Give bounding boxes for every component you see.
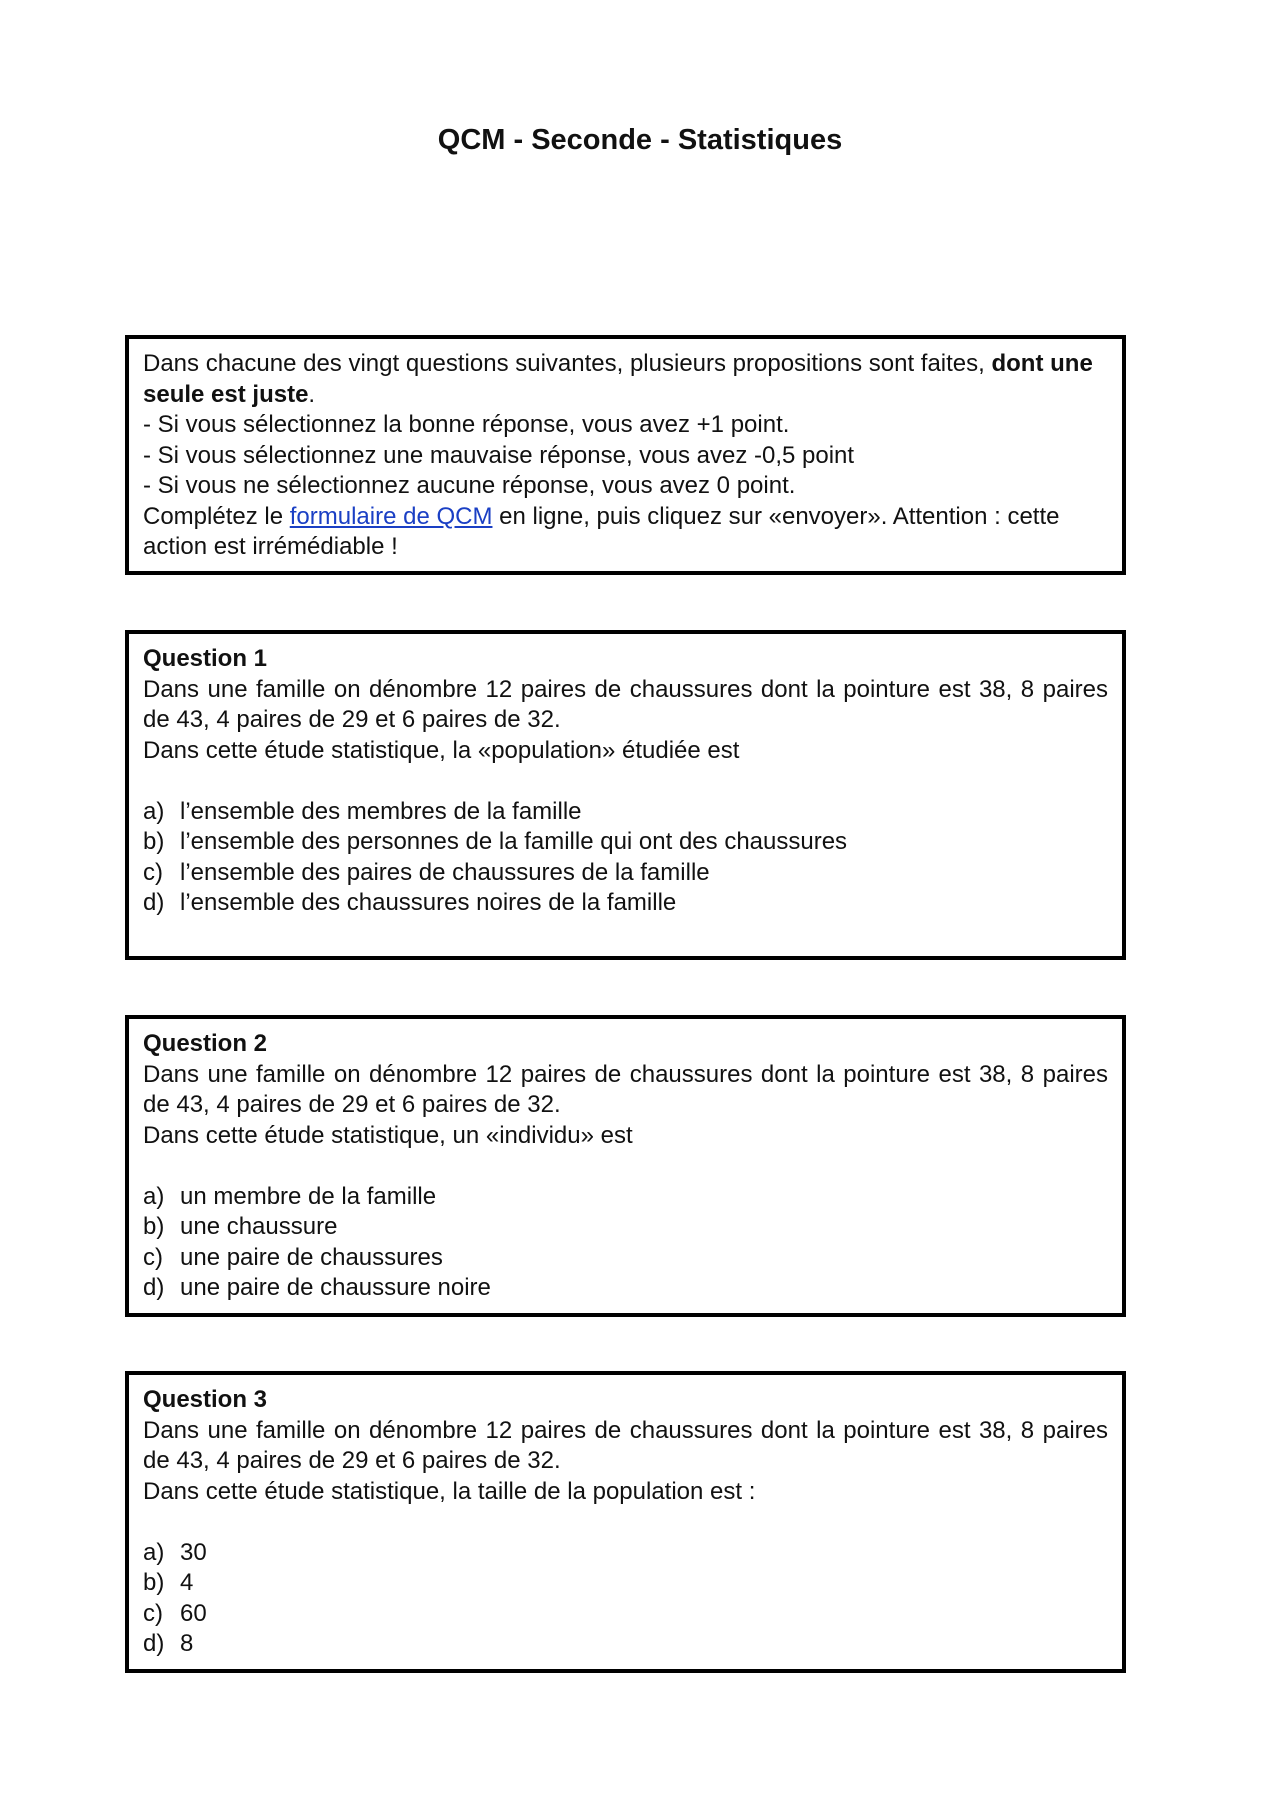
option-letter: c): [143, 858, 163, 886]
option-letter: b): [143, 1569, 165, 1596]
instructions-cta: [143, 502, 1108, 563]
cta-end: en ligne, puis cliquez sur «envoyer». Attention : cette action est irrémédiable !: [143, 502, 1060, 560]
page-title: QCM - Seconde - Statistiques: [437, 124, 843, 156]
option-letter: d): [143, 889, 165, 916]
option-b: [143, 1212, 1108, 1243]
rule-correct: - Si vous sélectionnez la bonne réponse, vous avez +1 point.: [143, 411, 790, 438]
option-letter: b): [143, 1213, 165, 1240]
rule-none: - Si vous ne sélectionnez aucune réponse, vous avez 0 point.: [143, 472, 796, 499]
question-3-box: [125, 1371, 1126, 1673]
option-b: [143, 827, 1108, 858]
option-d: [143, 888, 1108, 919]
qcm-form-link[interactable]: formulaire de QCM: [289, 502, 493, 530]
option-letter: b): [143, 828, 165, 855]
option-letter: a): [143, 1182, 165, 1210]
option-d: [143, 1273, 1108, 1304]
question-heading: Question 3: [143, 1386, 268, 1413]
option-letter: a): [143, 797, 165, 825]
option-a: [143, 1538, 1108, 1569]
option-a: [143, 797, 1108, 828]
option-text: l’ensemble des paires de chaussures de la famille: [180, 858, 710, 886]
option-text: 4: [180, 1569, 194, 1596]
option-d: [143, 1629, 1108, 1660]
cta-text: Complétez le: [143, 502, 290, 530]
question-2-box: [125, 1015, 1126, 1317]
intro-bold: dont une seule est juste: [143, 350, 1093, 408]
question-text: Dans une famille on dénombre 12 paires de chaussures dont la pointure est 38, 8 paires de 43, 4 paires de 29 et 6 paires de 32.: [143, 1416, 1108, 1474]
option-letter: c): [143, 1599, 163, 1627]
rule-wrong: - Si vous sélectionnez une mauvaise réponse, vous avez -0,5 point: [143, 441, 855, 469]
option-letter: c): [143, 1243, 163, 1271]
option-text: une paire de chaussure noire: [180, 1274, 491, 1301]
option-text: l’ensemble des personnes de la famille qui ont des chaussures: [180, 828, 848, 855]
option-text: une chaussure: [180, 1213, 338, 1240]
option-c: [143, 1243, 1108, 1274]
option-text: un membre de la famille: [180, 1182, 437, 1210]
option-text: l’ensemble des membres de la famille: [180, 797, 582, 825]
question-heading: Question 2: [143, 1030, 268, 1057]
question-1-box: [125, 630, 1126, 960]
option-a: [143, 1182, 1108, 1213]
question-text: Dans une famille on dénombre 12 paires de chaussures dont la pointure est 38, 8 paires de 43, 4 paires de 29 et 6 paires de 32.: [143, 675, 1108, 733]
option-text: l’ensemble des chaussures noires de la famille: [180, 889, 677, 916]
option-text: 60: [180, 1599, 207, 1627]
option-b: [143, 1568, 1108, 1599]
question-heading: Question 1: [143, 645, 268, 672]
instructions-box: [125, 335, 1126, 575]
option-text: 8: [180, 1630, 194, 1657]
option-text: une paire de chaussures: [180, 1243, 443, 1271]
option-c: [143, 1599, 1108, 1630]
option-letter: d): [143, 1630, 165, 1657]
question-prompt: Dans cette étude statistique, la taille de la population est :: [143, 1477, 756, 1505]
intro-text: Dans chacune des vingt questions suivantes, plusieurs propositions sont faites,: [143, 350, 992, 377]
question-prompt: Dans cette étude statistique, un «individu» est: [143, 1121, 633, 1149]
instructions-intro: [143, 349, 1108, 410]
question-text: Dans une famille on dénombre 12 paires de chaussures dont la pointure est 38, 8 paires de 43, 4 paires de 29 et 6 paires de 32.: [143, 1060, 1108, 1118]
option-letter: d): [143, 1274, 165, 1301]
option-text: 30: [180, 1538, 207, 1566]
question-prompt: Dans cette étude statistique, la «population» étudiée est: [143, 736, 740, 764]
intro-end: .: [308, 380, 316, 408]
option-letter: a): [143, 1538, 165, 1566]
option-c: [143, 858, 1108, 889]
